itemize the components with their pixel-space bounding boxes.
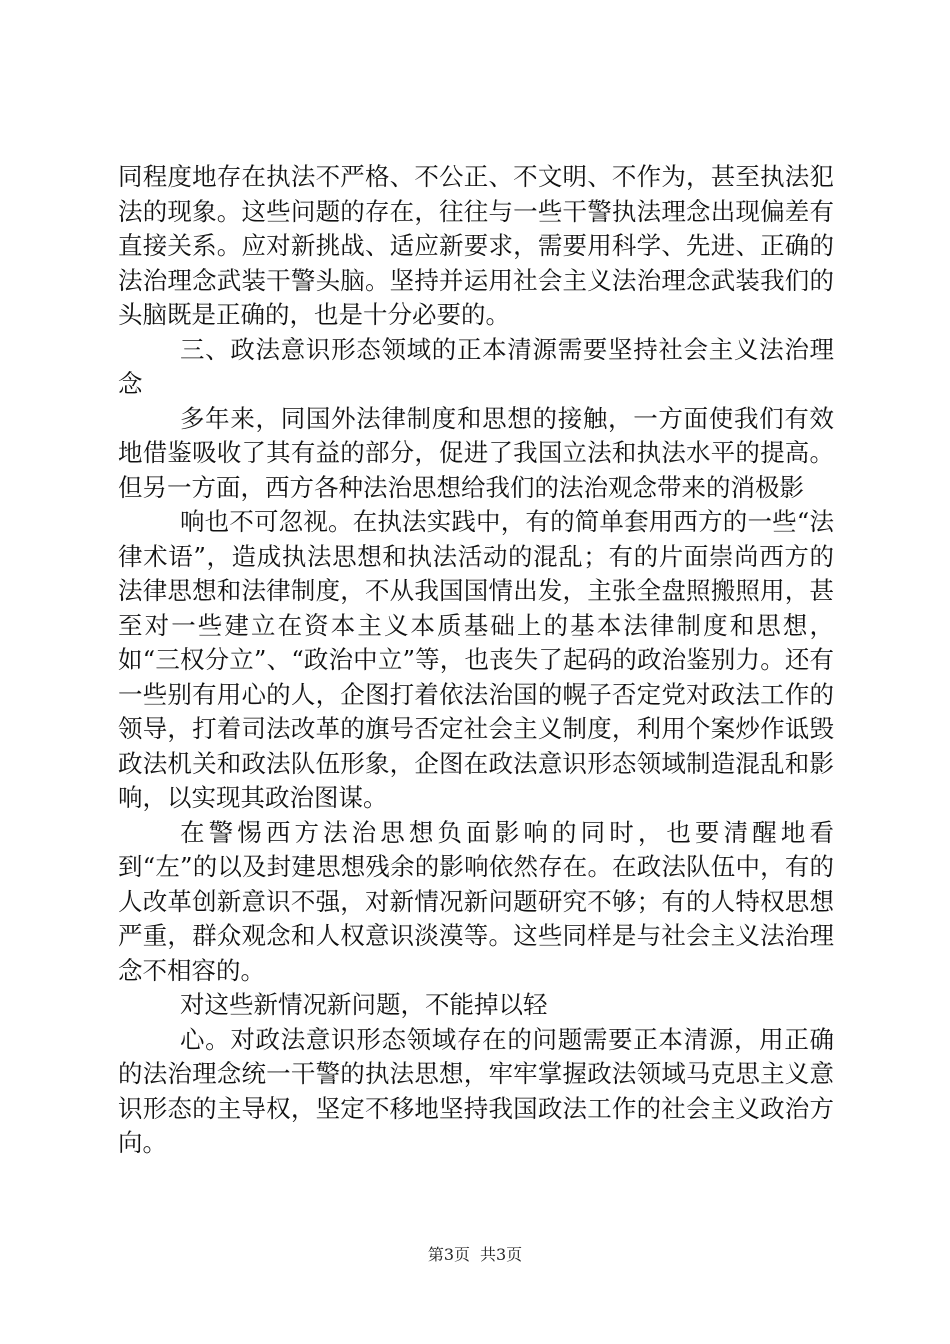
page-total: 共3页 [480, 1245, 523, 1264]
page-number: 第3页 [427, 1245, 470, 1264]
document-body [118, 160, 834, 1161]
paragraph: 响也不可忽视。在执法实践中，有的简单套用西方的一些“法律术语”，造成执法思想和执法活动的混乱；有的片面崇尚西方的法律思想和法律制度，不从我国国情出发，主张全盘照搬照用，甚至对一些建立在资本主义本质基础上的基本法律制度和思想，如“三权分立”、“政治中立”等，也丧失了起码的政治鉴别力。还有一些别有用心的人，企图打着依法治国的幌子否定党对政法工作的领导，打着司法改革的旗号否定社会主义制度，利用个案炒作诋毁政法机关和政法队伍形象，企图在政法意识形态领域制造混乱和影响，以实现其政治图谋。 [118, 507, 834, 812]
paragraph-continuation: 同程度地存在执法不严格、不公正、不文明、不作为，甚至执法犯法的现象。这些问题的存在，往往与一些干警执法理念出现偏差有直接关系。应对新挑战、适应新要求，需要用科学、先进、正确的法治理念武装干警头脑。坚持并运用社会主义法治理念武装我们的头脑既是正确的，也是十分必要的。 [118, 162, 834, 329]
paragraph: 心。对政法意识形态领域存在的问题需要正本清源，用正确的法治理念统一干警的执法思想，牢牢掌握政法领域马克思主义意识形态的主导权，坚定不移地坚持我国政法工作的社会主义政治方向。 [118, 1024, 834, 1157]
paragraph: 对这些新情况新问题，不能掉以轻 [180, 990, 548, 1019]
page-footer [0, 1245, 950, 1265]
section-heading: 三、政法意识形态领域的正本清源需要坚持社会主义法治理念 [118, 334, 834, 398]
paragraph: 在警惕西方法治思想负面影响的同时，也要清醒地看到“左”的以及封建思想残余的影响依然存在。在政法队伍中，有的人改革创新意识不强，对新情况新问题研究不够；有的人特权思想严重，群众观念和人权意识淡漠等。这些同样是与社会主义法治理念不相容的。 [118, 817, 834, 985]
paragraph: 多年来，同国外法律制度和思想的接触，一方面使我们有效地借鉴吸收了其有益的部分，促进了我国立法和执法水平的提高。但另一方面，西方各种法治思想给我们的法治观念带来的消极影 [118, 403, 834, 502]
